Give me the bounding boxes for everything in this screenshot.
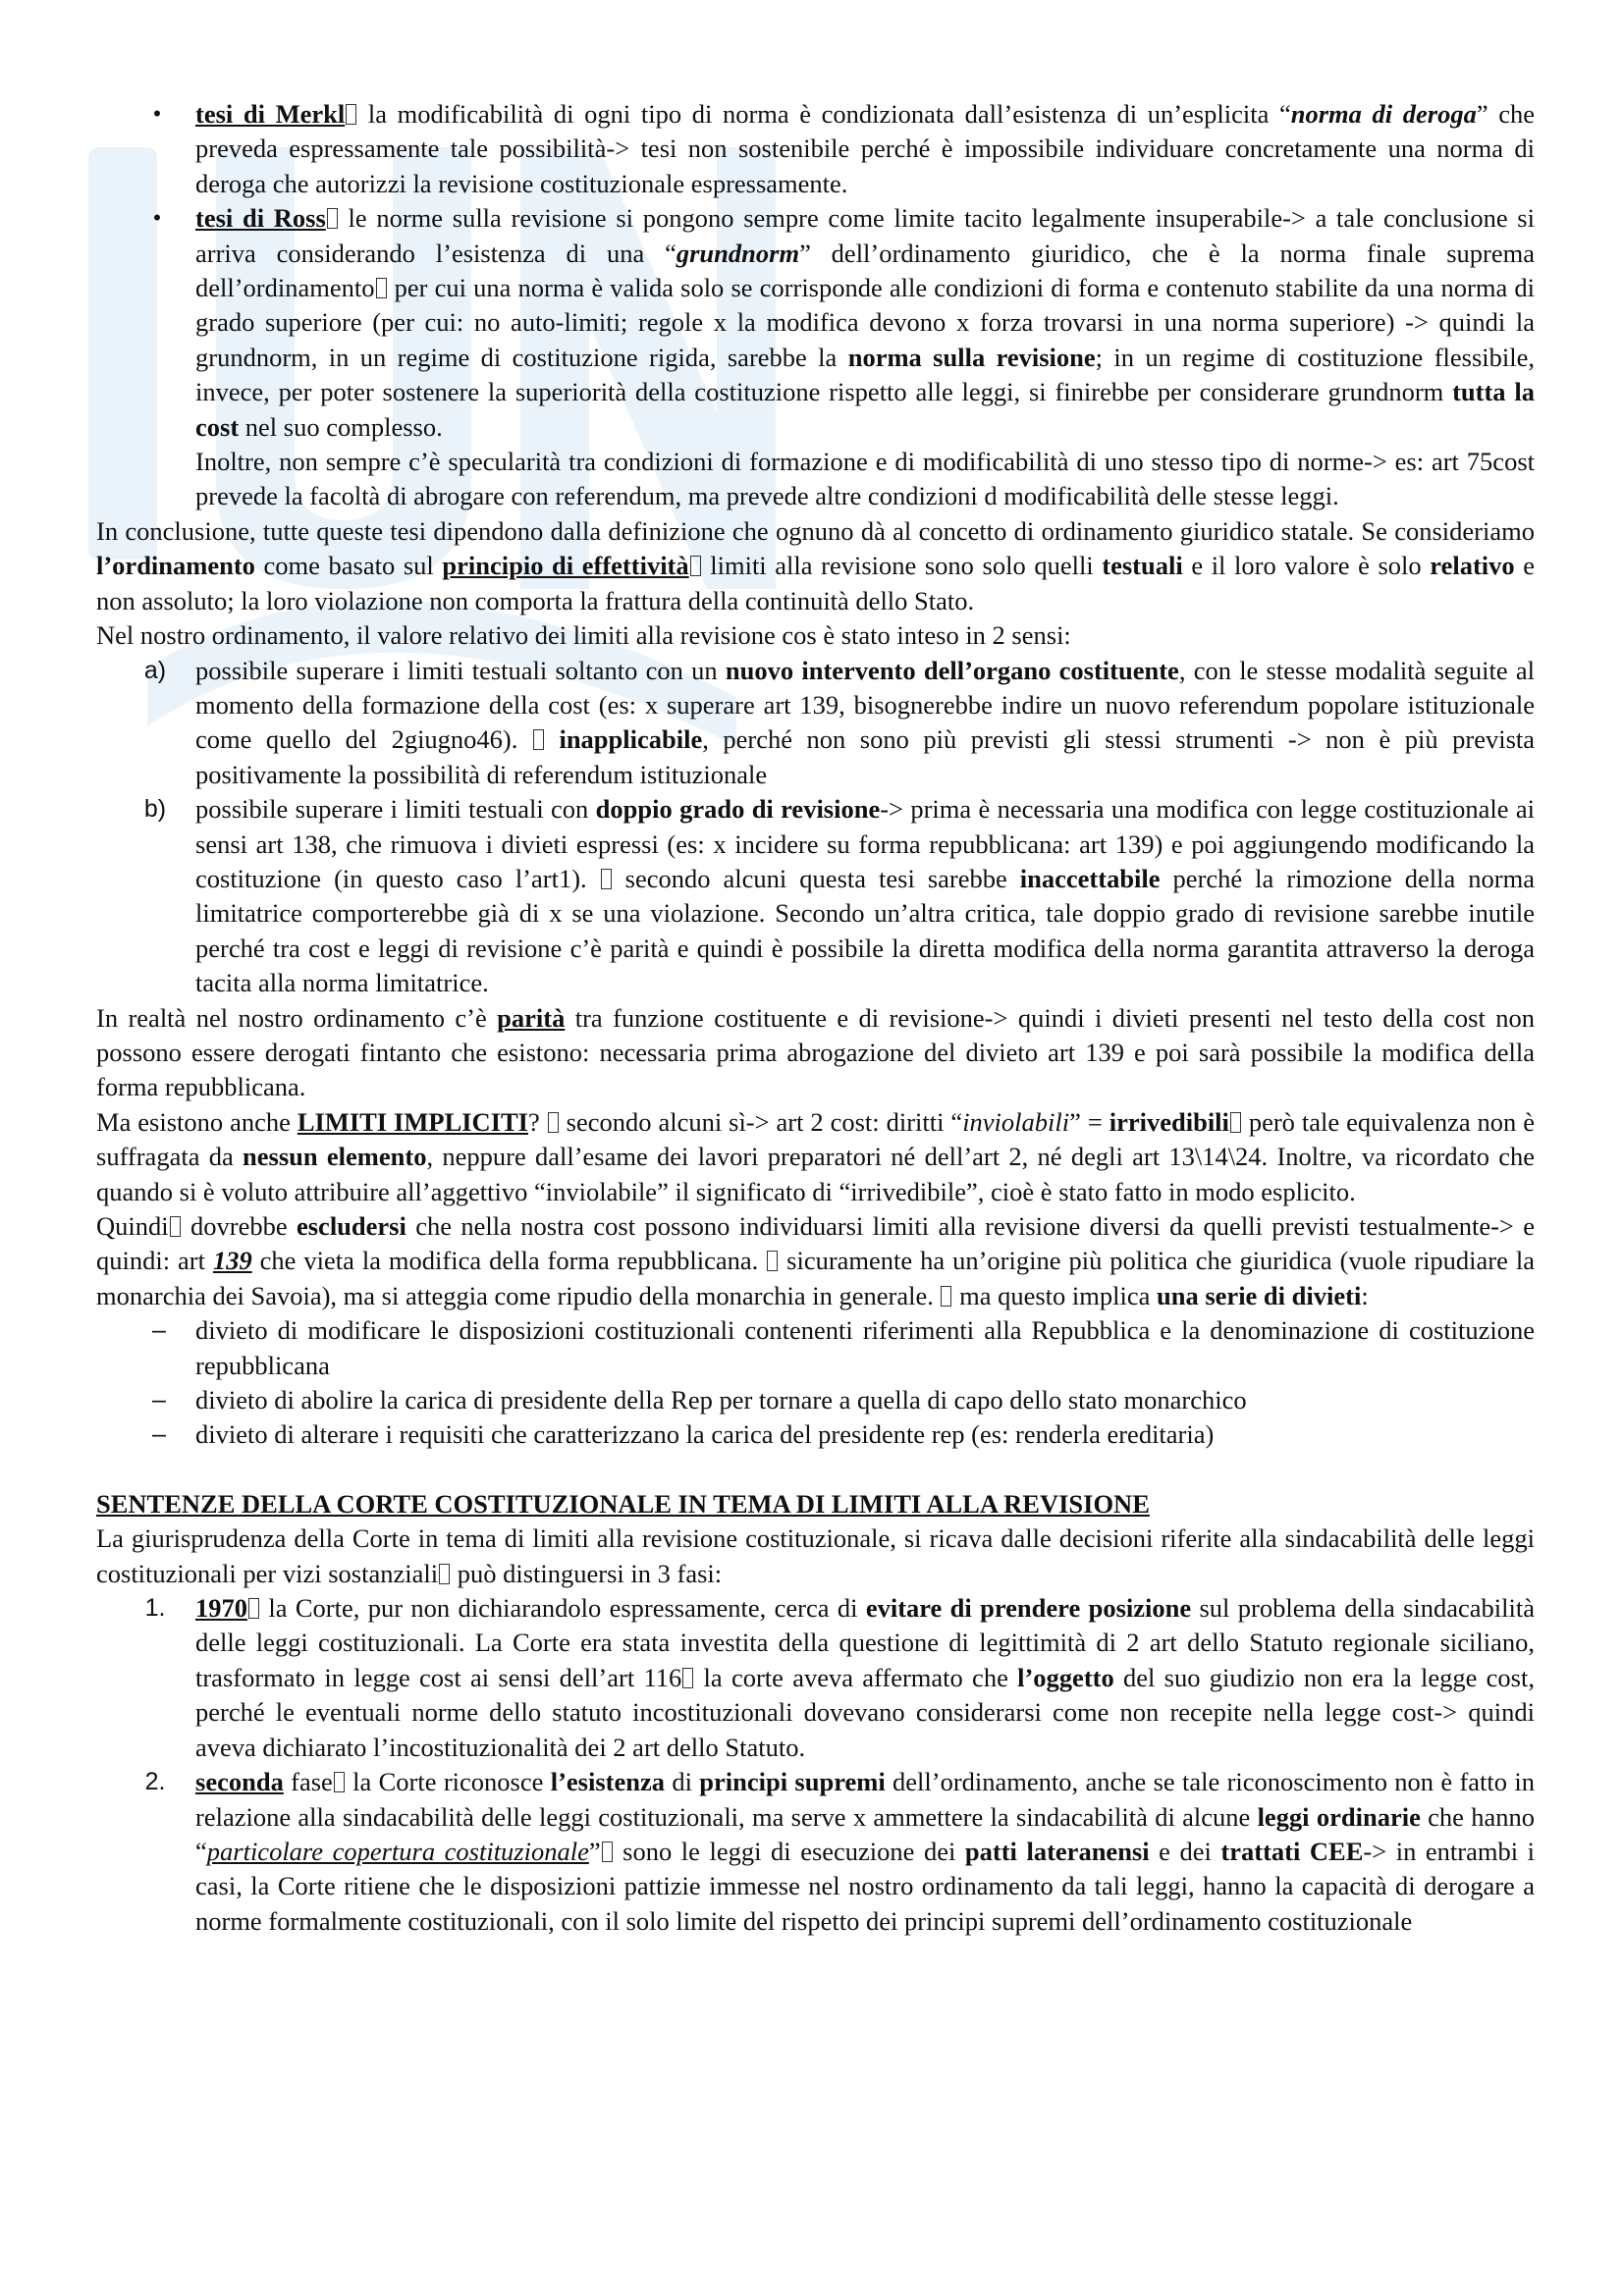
dash-marker: – xyxy=(152,1386,166,1415)
list-item-merkl: • tesi di Merkl la modificabilità di ogni tipo di norma è condizionata dall’esistenza di un’esplicita “norma di deroga” che preveda espressamente tale possibilità-> tesi non sostenibile perché è impossibile individuare concretamente una norma di deroga che autorizzi la revisione costituzionale espressamente. xyxy=(96,97,1535,201)
missing-glyph-icon xyxy=(682,1668,693,1688)
paragraph-limiti-impliciti: Ma esistono anche LIMITI IMPLICITI? secondo alcuni sì-> art 2 cost: diritti “inviolabili” = irrivedibili però tale equivalenza non è suffragata da nessun elemento, neppure dall’esame dei lavori preparatori né dell’art 2, né degli art 13\14\24. Inoltre, va ricordato che quando si è voluto attribuire all’aggettivo “inviolabile” il significato di “irrivedibile”, cioè è stato fatto in modo esplicito. xyxy=(96,1106,1535,1206)
numbered-item-1: 1. 1970 la Corte, pur non dichiarandolo espressamente, cerca di evitare di prendere posizione sul problema della sindacabilità delle leggi costituzionali. La Corte era stata investita della questione di legittimità di 2 art dello Statuto regionale siciliano, trasformato in legge cost ai sensi dell’art 116 la corte aveva affermato che l’oggetto del suo giudizio non era la legge cost, perché le eventuali norme dello statuto incostituzionali dovevano considerarsi come non recepite nella legge cost-> quindi aveva dichiarato l’incostituzionalità dei 2 art dello Statuto. xyxy=(96,1591,1535,1765)
missing-glyph-icon xyxy=(602,1842,613,1862)
bullet-marker: • xyxy=(152,205,162,233)
list-item-a: a) possibile superare i limiti testuali soltanto con un nuovo intervento dell’organo costituente, con le stesse modalità seguite al momento della formazione della cost (es: x superare art 139, bisognerebbe indire un nuovo referendum popolare istituzionale come quello del 2giugno46). inapplicabile, perché non sono più previsti gli stessi strumenti -> non è più prevista positivamente la possibilità di referendum istituzionale xyxy=(96,654,1535,793)
list-marker: 1. xyxy=(144,1594,166,1623)
dash-item: – divieto di alterare i requisiti che caratterizzano la carica del presidente rep (es: renderla ereditaria) xyxy=(96,1417,1535,1452)
document-body xyxy=(96,97,1535,1939)
list-marker: b) xyxy=(143,795,167,824)
missing-glyph-icon xyxy=(376,278,387,298)
missing-glyph-icon xyxy=(941,1286,951,1307)
list-marker: a) xyxy=(143,656,167,684)
paragraph-quindi: Quindi dovrebbe escludersi che nella nostra cost possono individuarsi limiti alla revisione diversi da quelli previsti testualmente-> e quindi: art 139 che vieta la modifica della forma repubblicana. sicuramente ha un’origine più politica che giuridica (vuole ripudiare la monarchia dei Savoia), ma si atteggia come ripudio della monarchia in generale. ma questo implica una serie di divieti: xyxy=(96,1211,1535,1310)
missing-glyph-icon xyxy=(170,1216,181,1237)
numbered-item-2: 2. seconda fase la Corte riconosce l’esistenza di principi supremi dell’ordinamento, anche se tale riconoscimento non è fatto in relazione alla sindacabilità delle leggi costituzionali, ma serve x ammettere la sindacabilità di alcune leggi ordinarie che hanno “particolare copertura costituzionale” sono le leggi di esecuzione dei patti lateranensi e dei trattati CEE-> in entrambi i casi, la Corte ritiene che le disposizioni pattizie immesse nel nostro ordinamento da tali leggi, hanno la capacità di derogare a norme formalmente costituzionali, con il solo limite del rispetto dei principi supremi dell’ordinamento costituzionale xyxy=(96,1765,1535,1939)
bullet-marker: • xyxy=(152,101,162,128)
dash-marker: – xyxy=(152,1316,166,1345)
missing-glyph-icon xyxy=(533,729,544,750)
list-item-ross: • tesi di Ross le norme sulla revisione si pongono sempre come limite tacito legalmente insuperabile-> a tale conclusione si arriva considerando l’esistenza di una “grundnorm” dell’ordinamento giuridico, che è la norma finale suprema dell’ordinamento per cui una norma è valida solo se corrisponde alle condizioni di forma e contenuto stabilite da una norma di grado superiore (per cui: no auto-limiti; regole x la modifica devono x forza trovarsi in una norma superiore) -> quindi la grundnorm, in un regime di costituzione rigida, sarebbe la norma sulla revisione; in un regime di costituzione flessibile, invece, per poter sostenere la superiorità della costituzione rispetto alle leggi, si finirebbe per considerare grundnorm tutta la cost nel suo complesso. Inoltre, non sempre c’è specularità tra condizioni di formazione e di modificabilità di uno stesso tipo di norme-> es: art 75cost prevede la facoltà di abrogare con referendum, ma prevede altre condizioni d modificabilità delle stesse leggi. xyxy=(96,201,1535,514)
dash-marker: – xyxy=(152,1420,166,1449)
dash-item: – divieto di abolire la carica di presidente della Rep per tornare a quella di capo dello stato monarchico xyxy=(96,1383,1535,1417)
missing-glyph-icon xyxy=(439,1564,450,1584)
paragraph-parita: In realtà nel nostro ordinamento c’è parità tra funzione costituente e di revisione-> quindi i divieti presenti nel testo della cost non possono essere derogati fintanto che esistono: necessaria prima abrogazione del divieto art 139 e poi sarà possibile la modifica della forma repubblicana. xyxy=(96,1002,1535,1102)
missing-glyph-icon xyxy=(1230,1112,1241,1133)
missing-glyph-icon xyxy=(690,556,701,576)
paragraph-conclusione: In conclusione, tutte queste tesi dipendono dalla definizione che ognuno dà al concetto di ordinamento giuridico statale. Se consideriamo l’ordinamento come basato sul principio di effettività limiti alla revisione sono solo quelli testuali e il loro valore è solo relativo e non assoluto; la loro violazione non comporta la frattura della continuità dello Stato. xyxy=(96,515,1536,615)
missing-glyph-icon xyxy=(327,208,338,229)
missing-glyph-icon xyxy=(248,1598,259,1619)
missing-glyph-icon xyxy=(334,1772,345,1792)
list-item-b: b) possibile superare i limiti testuali con doppio grado di revisione-> prima è necessaria una modifica con legge costituzionale ai sensi art 138, che rimuova i divieti espressi (es: x incidere su forma repubblicana: art 139) e poi aggiungendo modificando la costituzione (in questo caso l’art1). secondo alcuni questa tesi sarebbe inaccettabile perché la rimozione della norma limitatrice comporterebbe già di x se una violazione. Secondo un’altra critica, tale doppio grado di revisione sarebbe inutile perché tra cost e leggi di revisione c’è parità e quindi è possibile la diretta modifica della norma garantita attraverso la deroga tacita alla norma limitatrice. xyxy=(96,792,1535,1000)
missing-glyph-icon xyxy=(601,869,612,889)
dash-item: – divieto di modificare le disposizioni costituzionali contenenti riferimenti alla Repubblica e la denominazione di costituzione repubblicana xyxy=(96,1313,1535,1383)
list-marker: 2. xyxy=(144,1768,166,1796)
missing-glyph-icon xyxy=(548,1112,559,1133)
paragraph-giurisprudenza: La giurisprudenza della Corte in tema di limiti alla revisione costituzionale, si ricava dalle decisioni riferite alla sindacabilità delle leggi costituzionali per vizi sostanziali può distinguersi in 3 fasi: xyxy=(96,1523,1535,1588)
missing-glyph-icon xyxy=(767,1251,778,1271)
blank-line xyxy=(96,1453,1535,1487)
missing-glyph-icon xyxy=(346,104,356,125)
section-heading: SENTENZE DELLA CORTE COSTITUZIONALE IN TEMA DI LIMITI ALLA REVISIONE xyxy=(96,1488,1150,1519)
list-item-continuation: Inoltre, non sempre c’è specularità tra condizioni di formazione e di modificabilità di uno stesso tipo di norme-> es: art 75cost prevede la facoltà di abrogare con referendum, ma prevede altre condizioni d modificabilità delle stesse leggi. xyxy=(195,447,1535,511)
paragraph-nostro-ordinamento: Nel nostro ordinamento, il valore relativo dei limiti alla revisione cos è stato inteso in 2 sensi: xyxy=(96,620,1071,651)
